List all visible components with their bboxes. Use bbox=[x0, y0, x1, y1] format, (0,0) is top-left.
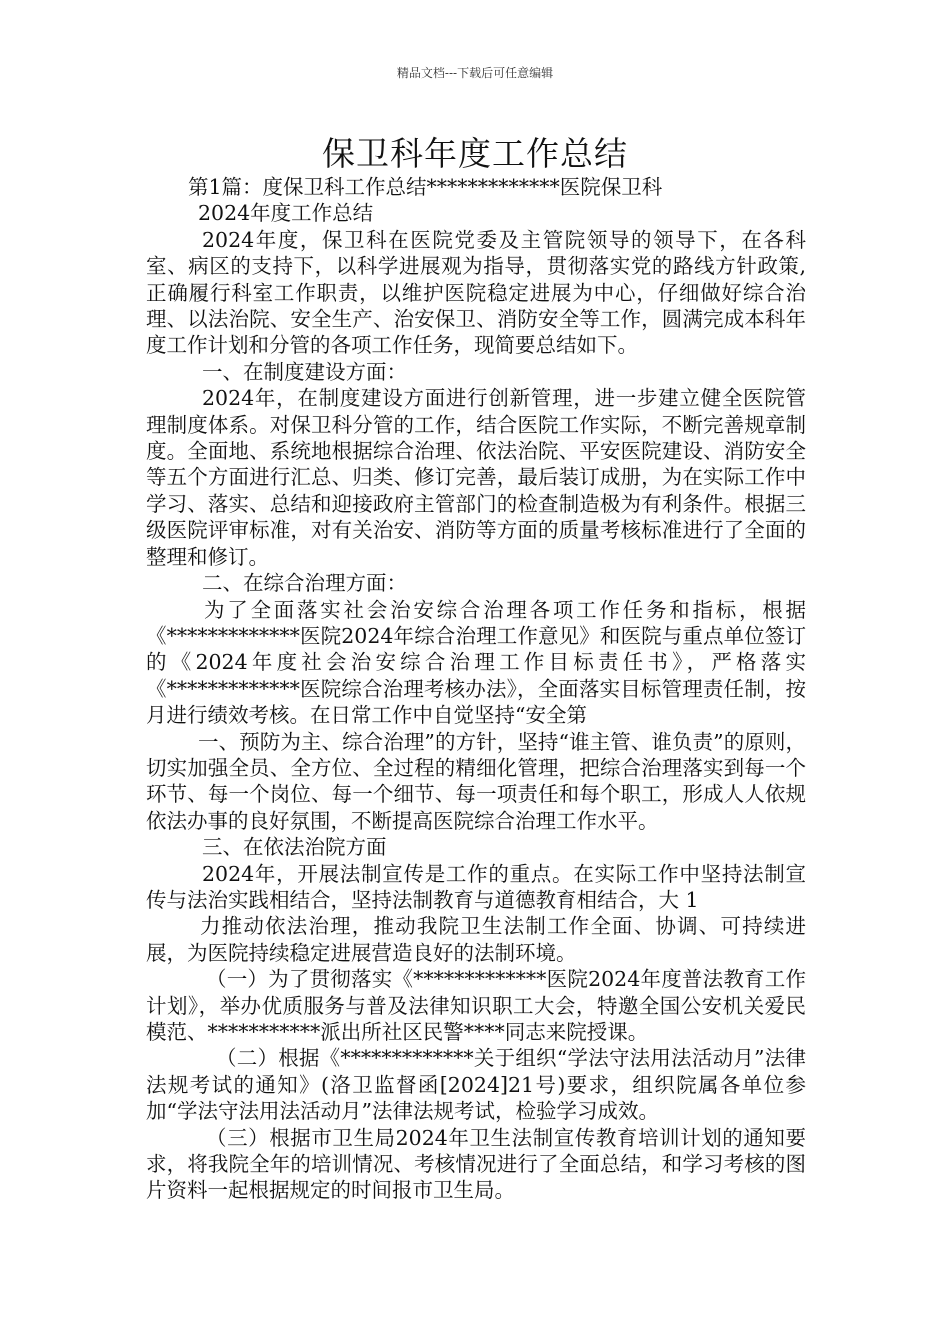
heading-comprehensive-governance: 二、在综合治理方面： bbox=[202, 571, 407, 596]
paragraph-governance-continued: 一、预防为主、综合治理”的方针，坚持“谁主管、谁负责”的原则，切实加强全员、全方位、全过程的精细化管理，把综合治理落实到每一个环节、每一个岗位、每一个细节、每一项责任和每个职工，形成人人依规依法办事的良好氛围，不断提高医院综合治理工作水平。 bbox=[146, 729, 806, 833]
document-title: 保卫科年度工作总结 bbox=[322, 134, 628, 173]
heading-rule-of-law: 三、在依法治院方面 bbox=[202, 835, 387, 860]
document-body bbox=[146, 174, 806, 1204]
subtitle-line: 2024年度工作总结 bbox=[198, 201, 374, 226]
paragraph-item-2: （二）根据《*************关于组织“学法守法用法活动月”法律法规考试的通知》(洛卫监督函[2024]21号)要求，组织院属各单位参加“学法守法用法活动月”法律法规考试，检验学习成效。 bbox=[146, 1046, 806, 1124]
paragraph-item-1: （一）为了贯彻落实《*************医院2024年度普法教育工作计划》，举办优质服务与普及法律知识职工大会，特邀全国公安机关爱民模范、***********派出所社区民警****同志来院授课。 bbox=[146, 967, 806, 1044]
paragraph-comprehensive-governance: 为了全面落实社会治安综合治理各项工作任务和指标，根据《*************医院2024年综合治理工作意见》和医院与重点单位签订的《2024年度社会治安综合治理工作目标责任书》，严格落实《*************医院综合治理考核办法》，全面落实目标管理责任制，按月进行绩效考核。在日常工作中自觉坚持“安全第 bbox=[146, 597, 806, 728]
paragraph-system-building: 2024年，在制度建设方面进行创新管理，进一步建立健全医院管理制度体系。对保卫科分管的工作，结合医院工作实际，不断完善规章制度。全面地、系统地根据综合治理、依法治院、平安医院建设、消防安全等五个方面进行汇总、归类、修订完善，最后装订成册，为在实际工作中学习、落实、总结和迎接政府主管部门的检查制造极为有利条件。根据三级医院评审标准，对有关治安、消防等方面的质量考核标准进行了全面的整理和修订。 bbox=[146, 386, 806, 569]
paragraph-item-3: （三）根据市卫生局2024年卫生法制宣传教育培训计划的通知要求，将我院全年的培训情况、考核情况进行了全面总结，和学习考核的图片资料一起根据规定的时间报市卫生局。 bbox=[146, 1125, 806, 1203]
section-intro-line: 第1篇：度保卫科工作总结*************医院保卫科 bbox=[188, 175, 663, 199]
paragraph-overview: 2024年度，保卫科在医院党委及主管院领导的领导下，在各科室、病区的支持下，以科学进展观为指导，贯彻落实党的路线方针政策,正确履行科室工作职责，以维护医院稳定进展为中心，仔细做好综合治理、以法治院、安全生产、治安保卫、消防安全等工作，圆满完成本科年度工作计划和分管的各项工作任务，现简要总结如下。 bbox=[146, 227, 806, 358]
paragraph-rule-of-law-continued: 力推动依法治理，推动我院卫生法制工作全面、协调、可持续进展，为医院持续稳定进展营造良好的法制环境。 bbox=[146, 914, 806, 965]
heading-system-building: 一、在制度建设方面： bbox=[202, 359, 407, 384]
paragraph-rule-of-law: 2024年，开展法制宣传是工作的重点。在实际工作中坚持法制宣传与法治实践相结合，坚持法制教育与道德教育相结合，大 1 bbox=[146, 861, 806, 912]
page-header: 精品文档---下载后可任意编辑 bbox=[396, 66, 554, 80]
